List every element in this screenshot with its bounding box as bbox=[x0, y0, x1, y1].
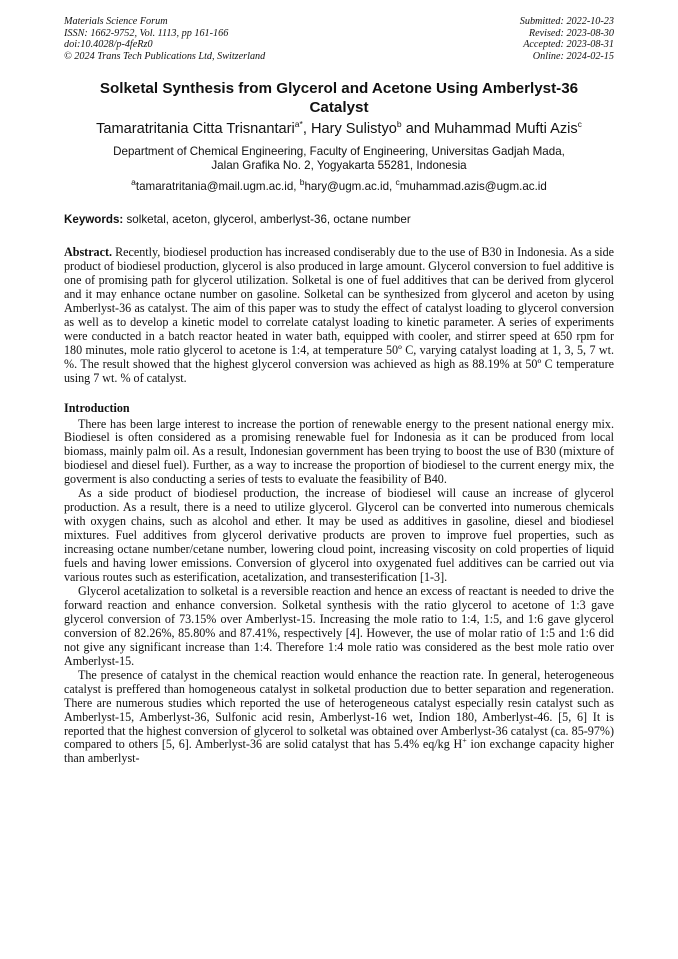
intro-paragraph-1: There has been large interest to increase the portion of renewable energy to the present national energy mix. Biodiesel is often considered as a promising renewable fuel for Indonesia as it can be produced from local biomass, mainly palm oil. As a result, Indonesian government has been trying to boost the use of B30 (mixture of biodiesel and diesel fuel). Further, as a way to increase the proportion of biodiesel to the current energy mix, the goverment is also conducting a series of tests to evaluate the feasibility of B40. bbox=[64, 416, 614, 487]
journal-name: Materials Science Forum bbox=[64, 16, 168, 27]
issn: ISSN: 1662-9752, Vol. 1113, pp 161-166 bbox=[64, 27, 229, 39]
author-separator: and bbox=[401, 121, 435, 137]
journal-header bbox=[64, 16, 614, 62]
author-1-mark: a* bbox=[294, 119, 303, 130]
author-2-mark: b bbox=[396, 119, 402, 130]
affiliation-line-1: Department of Chemical Engineering, Faculty of Engineering, Universitas Gadjah Mada, bbox=[113, 145, 565, 158]
revised-date: Revised: 2023-08-30 bbox=[528, 27, 614, 39]
intro-paragraph-4-text: The presence of catalyst in the chemical reaction would enhance the reaction rate. In general, heterogeneous catalyst is preffered than homogeneous catalyst in solketal production due to better separation and regeneration. There are numerous studies which reported the use of heterogeneous catalyst especially resin catalyst such as Amberlyst-15, Amberlyst-36, Sulfonic acid resin, Amberlyst-16 wet, Indion 180, Amberlyst-46. [5, 6] It is reported that the highest conversion of glycerol to solketal was obtained over Amberlyst-36 catalyst (ca. 85-97%) compared to others [5, 6]. Amberlyst-36 are solid catalyst that has 5.4% eq/kg H bbox=[64, 667, 614, 752]
accepted-date: Accepted: 2023-08-31 bbox=[523, 39, 614, 50]
affiliation bbox=[64, 145, 614, 173]
hydrogen-ion-mark: + bbox=[462, 736, 467, 746]
header-left bbox=[64, 16, 265, 62]
author-1: Tamaratritania Citta Trisnantari bbox=[96, 121, 295, 137]
email-3-mark: c bbox=[395, 177, 400, 188]
author-list bbox=[64, 120, 614, 138]
keywords-label: Keywords: bbox=[64, 213, 124, 226]
email-2: hary@ugm.ac.id, bbox=[304, 180, 396, 193]
intro-paragraph-4 bbox=[64, 669, 614, 767]
header-right bbox=[520, 16, 614, 62]
abstract-label: Abstract. bbox=[64, 245, 113, 259]
email-1-mark: a bbox=[131, 177, 136, 188]
intro-paragraph-2: As a side product of biodiesel production, the increase of biodiesel will cause an increase of glycerol production. As a result, there is a need to utilize glycerol. Glycerol can be converted into numerous chemicals with oxygen chains, such as alcohol and ether. It may be used as additives in gasoline, diesel and biodiesel mixtures. Fuel additives from glycerol derivative products are proven to improve fuel properties, such as increasing octane number/cetane number, lowering cloud point, increasing viscosity on cold properties of liquid fuels and having lower emissions. Conversion of glycerol into oxygenated fuel additives can be carried out via various routes such as esterification, acetalization, and transesterification [1-3]. bbox=[64, 486, 614, 585]
abstract-text: Recently, biodiesel production has increased condiserably due to the use of B30 in Indonesia. As a side product of biodiesel production, glycerol is also produced in large amount. Glycerol conversion to fuel additive is one of promising path for glycerol utilization. Solketal is one of fuel additives that can be derived from glycerol and it may enhance octane number on gasoline. Solketal can be synthesized from glycerol and aceton by using Amberlyst-36 as catalyst. The aim of this paper was to study the effect of catalyst loading to glycerol conversion as well as to develop a kinetic model to correlate catalyst loading to kinetic parameter. A series of experiments were conducted in a batch reactor heated in water bath, equipped with cooler, and stirrer speed at 650 rpm for 180 minutes, mole ratio glycerol to acetone is 1:4, at temperature 50º C, varying catalyst loading at 1, 3, 5, 7 wt. %. The result showed that the highest glycerol conversion was achieved as high as 88.19% at 50º C temperature using 7 wt. % of catalyst. bbox=[64, 245, 614, 385]
keywords-text: solketal, aceton, glycerol, amberlyst-36, octane number bbox=[123, 213, 411, 226]
paper-title: Solketal Synthesis from Glycerol and Acetone Using Amberlyst-36 Catalyst bbox=[99, 80, 579, 116]
intro-paragraph-4-end: ion exchange capacity higher than amberlyst- bbox=[64, 737, 615, 766]
intro-paragraph-3: Glycerol acetalization to solketal is a reversible reaction and hence an excess of reactant is needed to drive the forward reaction and enhance conversion. Solketal synthesis with the ratio glycerol to acetone of 1:3 gave glycerol conversion of 73.15% over Amberlyst-15. Increasing the mole ratio to 1:4, 1:5, and 1:6 gave glycerol conversion of 82.26%, 85.80% and 87.41%, respectively [4]. However, the use of molar ratio of 1:5 and 1:6 did not give any significant increase than 1:4. Therefore 1:4 mole ratio was considered as the best mole ratio over Amberlyst-15. bbox=[64, 583, 614, 668]
keywords bbox=[64, 213, 614, 227]
email-3: muhammad.azis@ugm.ac.id bbox=[399, 180, 547, 193]
author-3-mark: c bbox=[577, 119, 582, 130]
email-2-mark: b bbox=[299, 177, 305, 188]
doi: doi:10.4028/p-4feRz0 bbox=[64, 39, 153, 50]
author-2: Hary Sulistyo bbox=[310, 121, 397, 137]
author-3: Muhammad Mufti Azis bbox=[434, 121, 578, 137]
abstract bbox=[64, 246, 614, 386]
copyright: © 2024 Trans Tech Publications Ltd, Switzerland bbox=[64, 50, 266, 62]
online-date: Online: 2024-02-15 bbox=[532, 50, 614, 62]
author-emails bbox=[64, 177, 614, 194]
submitted-date: Submitted: 2022-10-23 bbox=[519, 16, 614, 27]
section-heading-introduction: Introduction bbox=[64, 400, 130, 415]
author-separator: , bbox=[302, 121, 311, 137]
email-1: tamaratritania@mail.ugm.ac.id, bbox=[135, 180, 300, 193]
affiliation-line-2: Jalan Grafika No. 2, Yogyakarta 55281, Indonesia bbox=[211, 159, 467, 172]
